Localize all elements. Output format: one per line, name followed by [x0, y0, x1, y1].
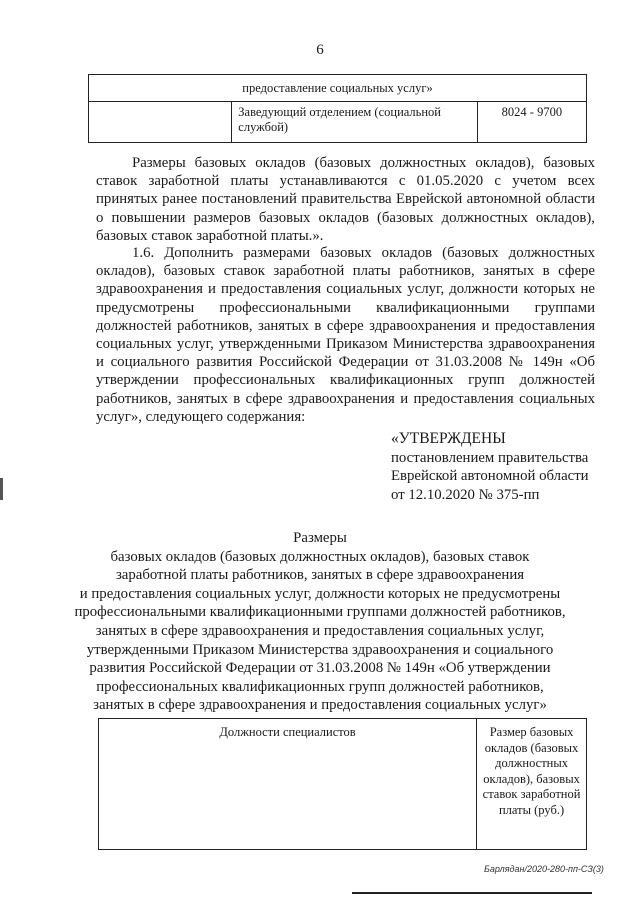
heading-line: и предоставления социальных услуг, должности которых не предусмотрены	[79, 585, 561, 602]
position-cell: Заведующий отделением (социальной службой)	[232, 102, 477, 143]
continuation-table	[88, 74, 587, 143]
paragraph-salary-note: Размеры базовых окладов (базовых должностных окладов), базовых ставок заработной платы устанавливаются с 01.05.2020 с учетом всех принятых ранее постановлений правительства Еврейской автономной области о повышении размеров базовых окладов (базовых должностных окладов), базовых ставок заработной платы.».	[96, 155, 595, 244]
paragraph-amendment: 1.6. Дополнить размерами базовых окладов (базовых должностных окладов), базовых ставок заработной платы работников, занятых в сфере здравоохранения и предоставления социальных услуг, должности которых не предусмотрены профессиональными квалификационными группами должностей работников, занятых в сфере здравоохранения и предоставления социальных услуг, утвержденными Приказом Министерства здравоохранения и социального развития Российской Федерации от 31.03.2008 № 149н «Об утверждении профессиональных квалификационных групп должностей работников, занятых в сфере здравоохранения и предоставления социальных услуг», следующего содержания:	[96, 245, 595, 425]
approval-line: постановлением правительства	[391, 449, 589, 466]
heading-line: базовых окладов (базовых должностных окладов), базовых ставок	[110, 548, 530, 565]
approval-line: от 12.10.2020 № 375-пп	[391, 486, 540, 503]
approval-stamp-block	[391, 430, 621, 504]
heading-line: заработной платы работников, занятых в сфере здравоохранения	[115, 567, 525, 584]
page-number: 6	[316, 42, 324, 58]
salary-cell: 8024 - 9700	[477, 102, 586, 143]
header-line: ставок заработной	[482, 787, 581, 801]
header-line: платы (руб.)	[498, 802, 565, 817]
heading-title: Размеры	[293, 530, 347, 546]
approval-line: Еврейской автономной области	[391, 468, 589, 484]
heading-line: утвержденными Приказом Министерства здравоохранения и социального	[86, 641, 554, 658]
table-header-row	[99, 719, 587, 850]
heading-line: занятых в сфере здравоохранения и предоставления социальных услуг»	[93, 697, 547, 714]
empty-cell	[89, 102, 232, 143]
header-line: окладов), базовых	[483, 771, 580, 786]
table-row	[89, 102, 587, 143]
header-line: окладов (базовых	[484, 740, 579, 755]
column-header-positions: Должности специалистов	[99, 719, 477, 850]
heading-line: развития Российской Федерации от 31.03.2008 № 149н «Об утверждении	[89, 660, 551, 677]
heading-line: профессиональными квалификационными группами должностей работников,	[74, 604, 566, 621]
scan-margin-mark	[0, 478, 3, 500]
section-heading	[0, 529, 640, 715]
header-line: Размер базовых	[489, 725, 574, 739]
heading-line: профессиональных квалификационных групп должностей работников,	[96, 678, 544, 695]
approval-line: «УТВЕРЖДЕНЫ	[391, 430, 506, 447]
header-line: должностных	[495, 756, 568, 770]
heading-line: занятых в сфере здравоохранения и предоставления социальных услуг,	[95, 622, 545, 639]
column-header-salary	[477, 719, 587, 850]
table-span-row: предоставление социальных услуг»	[89, 75, 587, 102]
bottom-rule	[352, 892, 592, 894]
document-code: Барлядан/2020-280-пп-СЗ(3)	[484, 864, 604, 874]
salary-table	[98, 718, 587, 850]
